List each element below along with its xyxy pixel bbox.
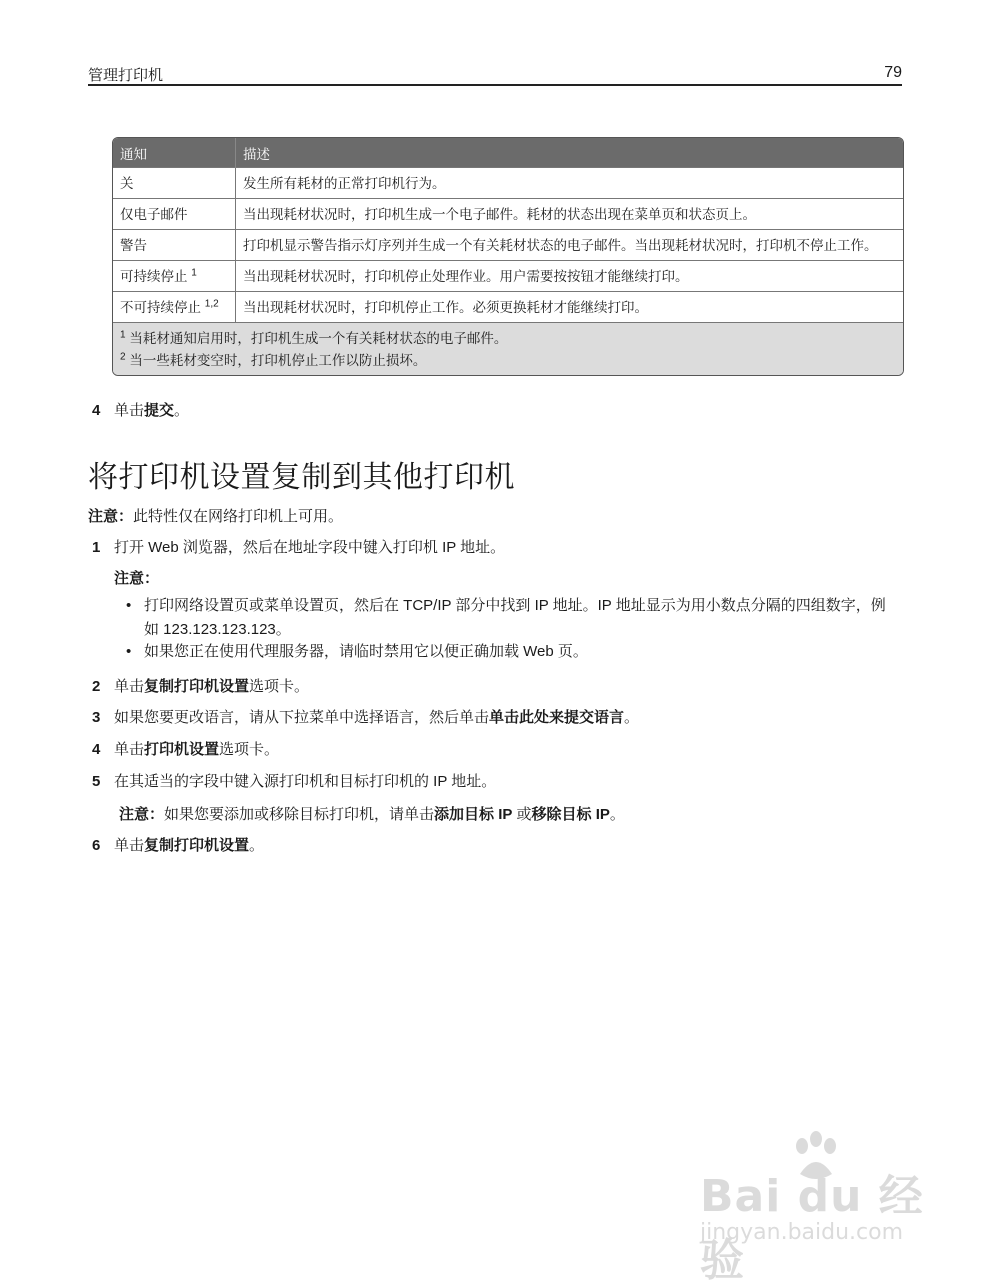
ui-term: 复制打印机设置 bbox=[144, 678, 250, 695]
bullet-icon: • bbox=[126, 643, 132, 660]
step-text: 单击 bbox=[114, 837, 145, 854]
step-5 bbox=[92, 770, 496, 791]
step-text: 打开 Web 浏览器，然后在地址字段中键入打印机 IP 地址。 bbox=[114, 539, 506, 556]
table-row bbox=[113, 292, 903, 323]
step-text: 选项卡。 bbox=[219, 741, 280, 758]
watermark-url: jingyan.baidu.com bbox=[700, 1220, 904, 1245]
column-header-notice: 通知 bbox=[113, 138, 236, 168]
ui-term: 复制打印机设置 bbox=[144, 837, 250, 854]
page-number: 79 bbox=[884, 64, 902, 81]
section-title: 管理打印机 bbox=[88, 67, 164, 84]
footnote-text: 当耗材通知启用时，打印机生成一个有关耗材状态的电子邮件。 bbox=[129, 331, 508, 346]
ui-term: 打印机设置 bbox=[144, 741, 220, 758]
notice-label: 警告 bbox=[120, 238, 147, 253]
step-number: 1 bbox=[92, 539, 101, 556]
step-number: 4 bbox=[92, 402, 101, 419]
step-2 bbox=[92, 675, 309, 696]
column-header-description: 描述 bbox=[236, 138, 904, 168]
table-row bbox=[113, 199, 903, 230]
ui-term: 提交 bbox=[144, 402, 175, 419]
note-text: 此特性仅在网络打印机上可用。 bbox=[133, 508, 344, 525]
bullet-icon: • bbox=[126, 597, 132, 614]
cell-description: 当出现耗材状况时，打印机生成一个电子邮件。耗材的状态出现在菜单页和状态页上。 bbox=[236, 199, 904, 230]
footnote-mark: 2 bbox=[120, 351, 126, 363]
cell-description: 打印机显示警告指示灯序列并生成一个有关耗材状态的电子邮件。当出现耗材状况时，打印机不停止工作。 bbox=[236, 230, 904, 261]
ui-term: 单击此处来提交语言 bbox=[489, 709, 625, 726]
note-label: 注意： bbox=[119, 806, 165, 823]
cell-notice bbox=[113, 199, 236, 230]
table-header-row bbox=[113, 138, 903, 168]
step-text: 。 bbox=[624, 709, 640, 726]
step-text: 。 bbox=[174, 402, 190, 419]
step-1 bbox=[92, 536, 505, 557]
note-label: 注意： bbox=[114, 570, 160, 587]
cell-notice bbox=[113, 292, 236, 323]
notice-label: 关 bbox=[120, 176, 134, 191]
bullet-text: 打印网络设置页或菜单设置页，然后在 TCP/IP 部分中找到 IP 地址。IP 地址显示为用小数点分隔的四组数字，例如 123.123.123.123。 bbox=[144, 597, 886, 638]
section-heading: 将打印机设置复制到其他打印机 bbox=[88, 461, 515, 494]
step-number: 4 bbox=[92, 741, 101, 758]
step-text: 在其适当的字段中键入源打印机和目标打印机的 IP 地址。 bbox=[114, 773, 497, 790]
cell-notice bbox=[113, 168, 236, 199]
page-header bbox=[88, 62, 902, 86]
paw-icon bbox=[788, 1130, 844, 1186]
step-number: 3 bbox=[92, 709, 101, 726]
ui-term: 添加目标 IP bbox=[434, 806, 513, 823]
bullet-text: 如果您正在使用代理服务器，请临时禁用它以便正确加载 Web 页。 bbox=[144, 643, 588, 660]
step-4 bbox=[92, 738, 279, 759]
footnote-text: 当一些耗材变空时，打印机停止工作以防止损坏。 bbox=[129, 353, 427, 368]
step-number: 2 bbox=[92, 678, 101, 695]
step-3 bbox=[92, 706, 639, 727]
step-text: 单击 bbox=[114, 678, 145, 695]
footnote-ref: 1 bbox=[191, 267, 197, 279]
watermark-logo-text: Bai du 经验 bbox=[700, 1171, 924, 1286]
note-text: 或 bbox=[512, 806, 532, 823]
table-footnotes bbox=[113, 323, 903, 376]
notice-label: 可持续停止 bbox=[120, 269, 188, 284]
notice-label: 不可持续停止 bbox=[120, 300, 201, 315]
note-text: 。 bbox=[609, 806, 625, 823]
footnote bbox=[120, 329, 896, 348]
step-text: 。 bbox=[249, 837, 265, 854]
notice-label: 仅电子邮件 bbox=[120, 207, 188, 222]
table-row bbox=[113, 261, 903, 292]
step-number: 5 bbox=[92, 773, 101, 790]
cell-notice bbox=[113, 230, 236, 261]
note-label: 注意： bbox=[88, 508, 134, 525]
step-6 bbox=[92, 834, 264, 855]
step-1-note bbox=[114, 567, 159, 588]
table-row bbox=[113, 168, 903, 199]
cell-description: 当出现耗材状况时，打印机停止处理作业。用户需要按按钮才能继续打印。 bbox=[236, 261, 904, 292]
ui-term: 移除目标 IP bbox=[531, 806, 610, 823]
bullet-item bbox=[126, 640, 896, 664]
step-text: 选项卡。 bbox=[249, 678, 310, 695]
baidu-watermark bbox=[700, 1130, 940, 1286]
step-text: 单击 bbox=[114, 402, 145, 419]
step-number: 6 bbox=[92, 837, 101, 854]
step-5-note bbox=[119, 803, 625, 824]
footnote-mark: 1 bbox=[120, 329, 126, 341]
footnote-ref: 1,2 bbox=[204, 298, 219, 310]
cell-notice bbox=[113, 261, 236, 292]
note-text: 如果您要添加或移除目标打印机，请单击 bbox=[164, 806, 435, 823]
table-row bbox=[113, 230, 903, 261]
step-submit bbox=[92, 399, 189, 420]
cell-description: 当出现耗材状况时，打印机停止工作。必须更换耗材才能继续打印。 bbox=[236, 292, 904, 323]
step-text: 单击 bbox=[114, 741, 145, 758]
footnote bbox=[120, 351, 896, 370]
bullet-item bbox=[126, 594, 896, 642]
cell-description: 发生所有耗材的正常打印机行为。 bbox=[236, 168, 904, 199]
step-text: 如果您要更改语言，请从下拉菜单中选择语言，然后单击 bbox=[114, 709, 490, 726]
notification-table bbox=[112, 137, 904, 376]
note-network-only bbox=[88, 505, 343, 526]
